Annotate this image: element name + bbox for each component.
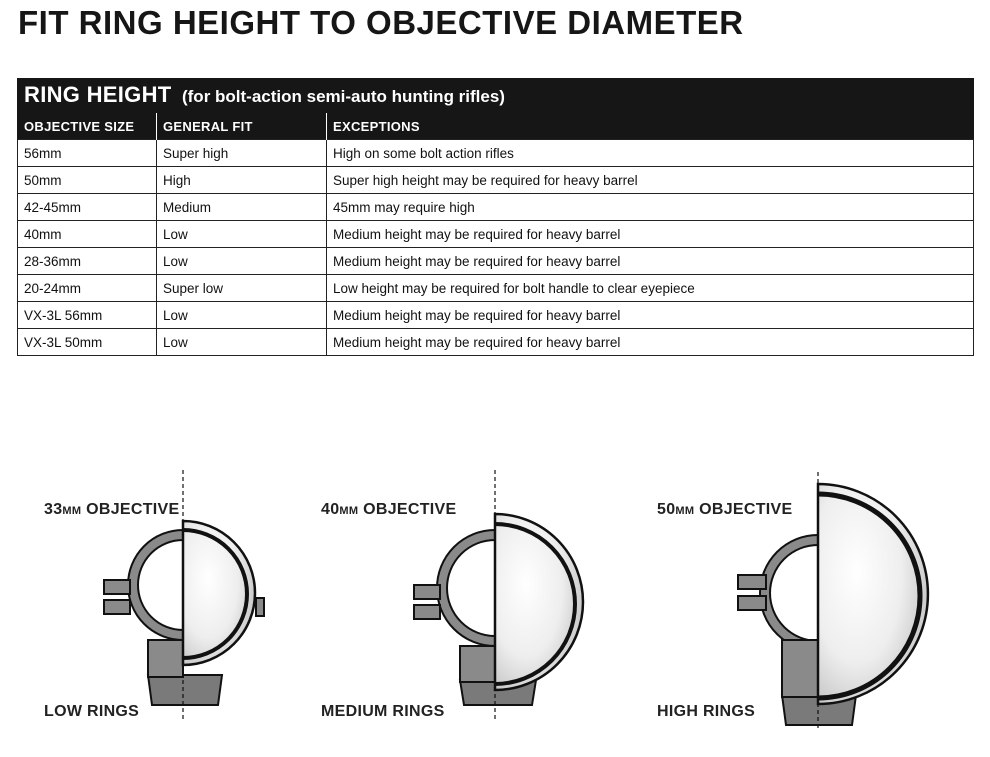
cell-exceptions: Medium height may be required for heavy barrel: [327, 329, 974, 356]
cell-general-fit: Super low: [157, 275, 327, 302]
cell-exceptions: Medium height may be required for heavy barrel: [327, 248, 974, 275]
medium-ring-lug-bottom: [414, 605, 440, 619]
table-title: RING HEIGHT: [24, 82, 172, 107]
medium-scope-lens: [495, 514, 583, 690]
cell-exceptions: Medium height may be required for heavy barrel: [327, 221, 974, 248]
objective-label-50mm: 50MM OBJECTIVE: [657, 501, 793, 518]
low-ring-post: [148, 640, 183, 677]
cell-exceptions: 45mm may require high: [327, 194, 974, 221]
cell-general-fit: Low: [157, 329, 327, 356]
column-header-objective-size: OBJECTIVE SIZE: [18, 113, 157, 140]
ring-label-high: HIGH RINGS: [657, 703, 756, 720]
cell-exceptions: Medium height may be required for heavy barrel: [327, 302, 974, 329]
table-row: [18, 302, 974, 329]
high-ring-diagram: [738, 472, 928, 730]
cell-objective-size: 50mm: [18, 167, 157, 194]
table-header-bar: [17, 78, 974, 113]
ring-height-table: [17, 78, 974, 356]
cell-general-fit: Low: [157, 248, 327, 275]
table-row: [18, 194, 974, 221]
table-row: [18, 221, 974, 248]
objective-label-40mm: 40MM OBJECTIVE: [321, 501, 457, 518]
cell-general-fit: Low: [157, 302, 327, 329]
table-row: [18, 275, 974, 302]
low-ring-lug-bottom: [104, 600, 130, 614]
high-ring-lug-bottom: [738, 596, 766, 610]
cell-objective-size: 40mm: [18, 221, 157, 248]
cell-objective-size: 28-36mm: [18, 248, 157, 275]
low-ring-clamp: [128, 530, 183, 640]
cell-general-fit: Medium: [157, 194, 327, 221]
ring-label-medium: MEDIUM RINGS: [321, 703, 445, 720]
column-header-row: [18, 113, 974, 140]
cell-exceptions: Low height may be required for bolt handle to clear eyepiece: [327, 275, 974, 302]
cell-objective-size: 20-24mm: [18, 275, 157, 302]
high-scope-lens: [818, 484, 928, 704]
high-ring-lug-top: [738, 575, 766, 589]
low-ring-lug-top: [104, 580, 130, 594]
high-ring-clamp: [760, 535, 818, 651]
medium-ring-diagram: [414, 470, 583, 722]
low-ring-diagram: [104, 470, 264, 722]
table-row: [18, 140, 974, 167]
page-title: FIT RING HEIGHT TO OBJECTIVE DIAMETER: [18, 4, 744, 41]
cell-general-fit: Low: [157, 221, 327, 248]
column-header-general-fit: GENERAL FIT: [157, 113, 327, 140]
cell-exceptions: High on some bolt action rifles: [327, 140, 974, 167]
table-row: [18, 248, 974, 275]
high-ring-post: [782, 640, 818, 697]
ring-height-grid: [17, 113, 974, 356]
medium-ring-post: [460, 646, 495, 682]
column-header-exceptions: EXCEPTIONS: [327, 113, 974, 140]
medium-ring-lug-top: [414, 585, 440, 599]
cell-objective-size: 42-45mm: [18, 194, 157, 221]
medium-ring-clamp: [437, 530, 495, 646]
ring-label-low: LOW RINGS: [44, 703, 140, 720]
cell-objective-size: VX-3L 56mm: [18, 302, 157, 329]
table-row: [18, 329, 974, 356]
table-subtitle: (for bolt-action semi-auto hunting rifles): [181, 87, 505, 106]
objective-label-33mm: 33MM OBJECTIVE: [44, 501, 180, 518]
cell-general-fit: High: [157, 167, 327, 194]
ring-mount-illustrations: [0, 440, 990, 757]
cell-objective-size: 56mm: [18, 140, 157, 167]
low-ring-lug-right: [256, 598, 264, 616]
table-row: [18, 167, 974, 194]
low-ring-base: [148, 675, 222, 705]
cell-general-fit: Super high: [157, 140, 327, 167]
cell-exceptions: Super high height may be required for heavy barrel: [327, 167, 974, 194]
cell-objective-size: VX-3L 50mm: [18, 329, 157, 356]
